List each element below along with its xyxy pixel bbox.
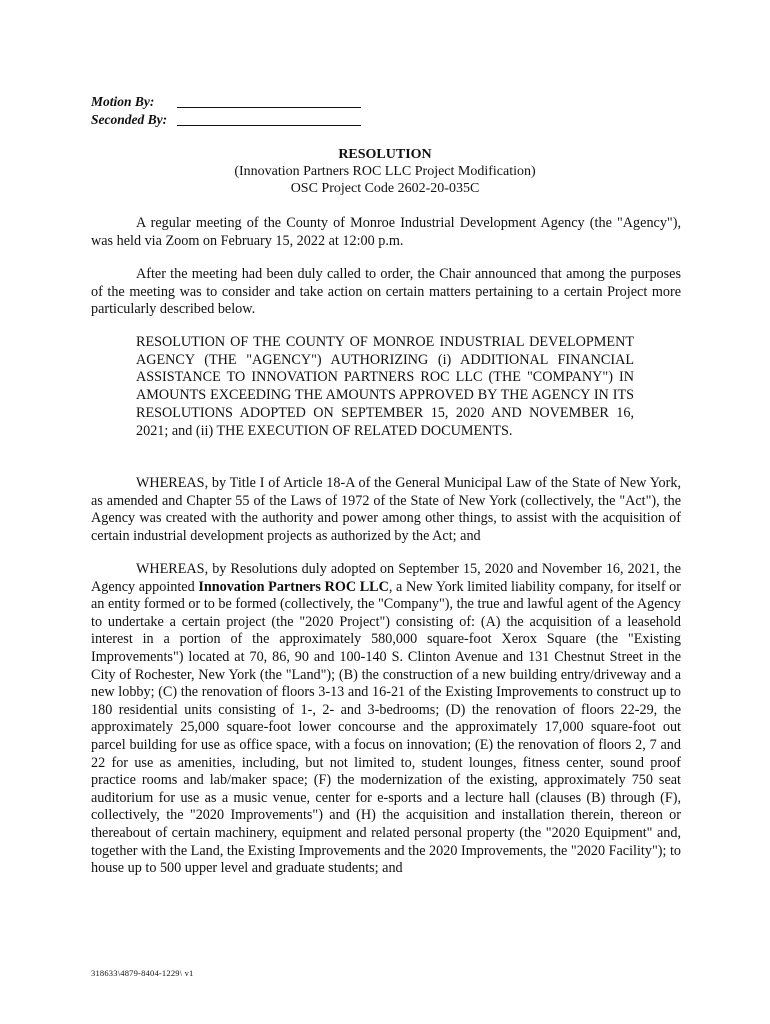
seconded-by-line [91,112,361,128]
project-code: OSC Project Code 2602-20-035C [290,181,480,196]
motion-by-line [91,94,361,110]
whereas2-text-end: , a New York limited liability company, for itself or an entity formed or to be formed (collectively, the "Company"), the true and lawful agent of the Agency to undertake a certain project (the "2020 Project") consisting of: (A) the acquisition of a leasehold interest in a portion of the approximately 580,000 square-foot Xerox Square (the "Existing Improvements") located at 70, 86, 90 and 100-140 S. Clinton Avenue and 131 Chestnut Street in the City of Rochester, New York (the "Land"); (B) the construction of a new building entry/driveway and a new lobby; (C) the renovation of floors 3-13 and 16-21 of the Existing Improvements to construct up to 180 residential units consisting of 1-, 2- and 3-bedrooms; (D) the renovation of floors 22-29, the approximately 25,000 square-foot lower concourse and the approximately 17,000 square-foot out parcel building for use as office space, with a focus on innovation; (E) the renovation of floors 2, 7 and 22 for use as amenities, including, but not limited to, student lounges, fitness center, sound proof practice rooms and lab/maker space; (F) the modernization of the existing, approximately 750 seat auditorium for use as a music venue, center for e-sports and a lecture hall (clauses (B) through (F), collectively, the "2020 Improvements") and (H) the acquisition and installation therein, thereon or thereabout of certain machinery, equipment and related personal property (the "2020 Equipment" and, together with the Land, the Existing Improvements and the 2020 Improvements, the "2020 Facility"); to house up to 500 upper level and graduate students; and [91,578,682,877]
whereas-paragraph-2 [91,561,681,878]
resolution-caption: RESOLUTION OF THE COUNTY OF MONROE INDUSTRIAL DEVELOPMENT AGENCY (THE "AGENCY") AUTHORIZING (i) ADDITIONAL FINANCIAL ASSISTANCE TO INNOVATION PARTNERS ROC LLC (THE "COMPANY") IN AMOUNTS EXCEEDING THE AMOUNTS APPROVED BY THE AGENCY IN ITS RESOLUTIONS ADOPTED ON SEPTEMBER 15, 2020 AND NOVEMBER 16, 2021; and (ii) THE EXECUTION OF RELATED DOCUMENTS. [136,334,634,439]
purpose-paragraph: After the meeting had been duly called to order, the Chair announced that among the purposes of the meeting was to consider and take action on certain matters pertaining to a certain Project more particularly described below. [91,266,681,318]
seconded-by-blank [177,113,361,126]
whereas-paragraph-1: WHEREAS, by Title I of Article 18-A of the General Municipal Law of the State of New York, as amended and Chapter 55 of the Laws of 1972 of the State of New York (collectively, the "Act"), the Agency was created with the authority and power among other things, to assist with the acquisition of certain industrial development projects as authorized by the Act; and [91,475,681,544]
resolution-title: RESOLUTION [338,147,432,162]
seconded-by-label: Seconded By: [91,112,168,127]
resolution-subtitle: (Innovation Partners ROC LLC Project Modification) [234,164,536,179]
motion-by-label: Motion By: [91,94,155,109]
whereas2-text-start: WHEREAS, by Resolutions duly adopted on September 15, 2020 and November 16, 2021, the Agency appointed [91,561,681,595]
meeting-paragraph: A regular meeting of the County of Monroe Industrial Development Agency (the "Agency"), was held via Zoom on February 15, 2022 at 12:00 p.m. [91,215,681,249]
document-id-footer: 318633\4879-8404-1229\ v1 [91,968,194,978]
company-name: Innovation Partners ROC LLC [198,578,389,595]
motion-by-blank [177,95,361,108]
